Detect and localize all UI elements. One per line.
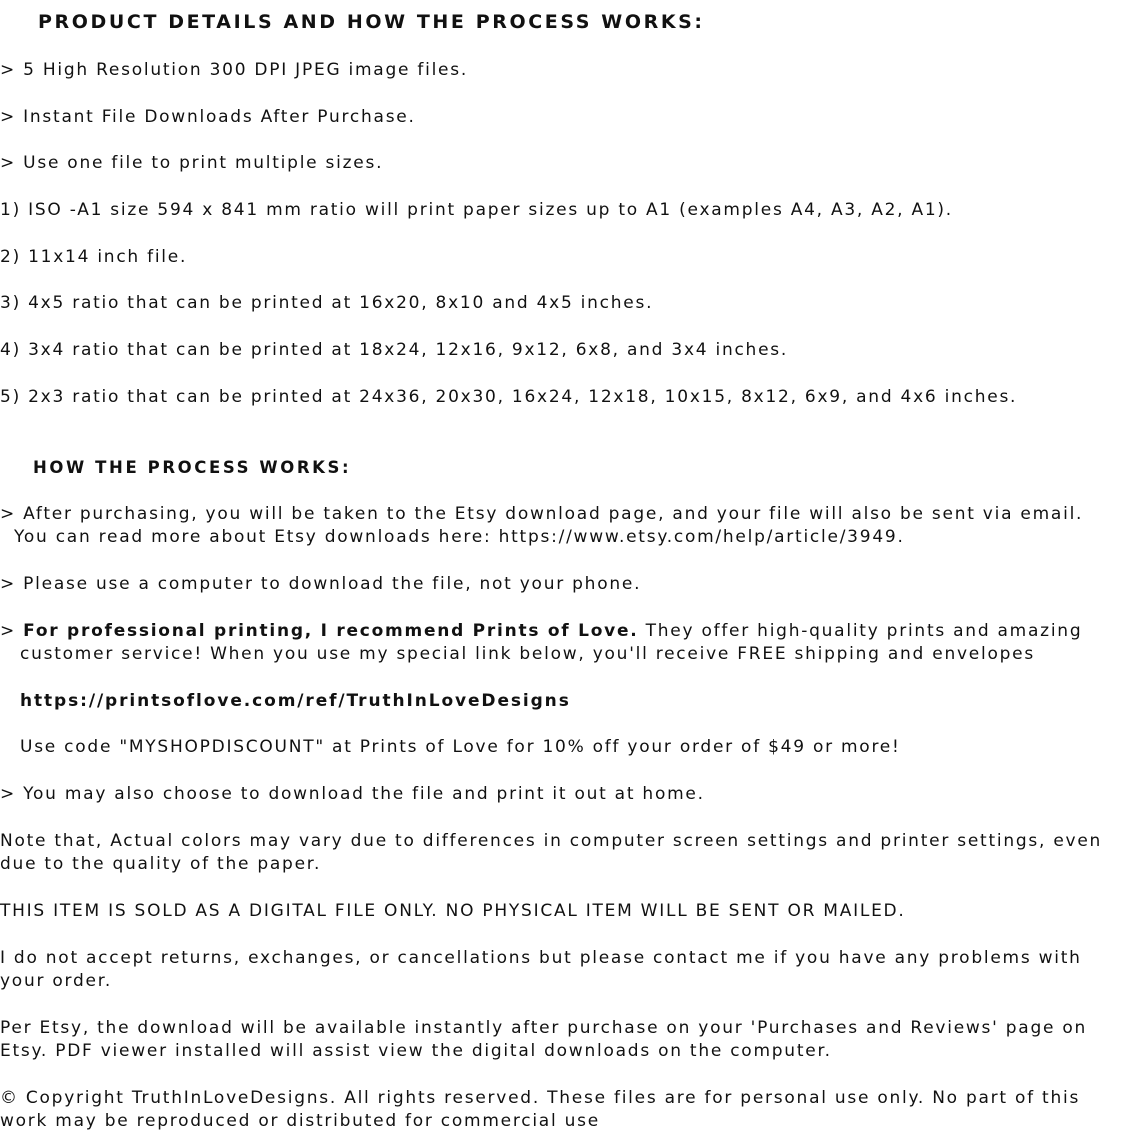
size-item-4: 4) 3x4 ratio that can be printed at 18x24, 12x16, 9x12, 6x8, and 3x4 inches. — [0, 340, 789, 360]
printing-recommendation-rest: They offer high-quality prints and amazing — [645, 621, 1083, 641]
bullet-one-file: > Use one file to print multiple sizes. — [0, 153, 384, 173]
printing-prefix: > — [0, 621, 16, 641]
digital-only-notice: THIS ITEM IS SOLD AS A DIGITAL FILE ONLY. NO PHYSICAL ITEM WILL BE SENT OR MAILED. — [0, 901, 906, 921]
copyright-line-1: © Copyright TruthInLoveDesigns. All rights reserved. These files are for personal use only. No part of this — [0, 1088, 1081, 1108]
returns-policy-line-1: I do not accept returns, exchanges, or cancellations but please contact me if you have any problems with — [0, 948, 1082, 968]
after-purchase-line-2: You can read more about Etsy downloads here: https://www.etsy.com/help/article/3949. — [14, 527, 905, 547]
after-purchase-line-1: > After purchasing, you will be taken to the Etsy download page, and your file will also be sent via email. — [0, 504, 1084, 524]
section-title-process: HOW THE PROCESS WORKS: — [33, 458, 352, 477]
size-item-2: 2) 11x14 inch file. — [0, 247, 188, 267]
printing-recommendation-bold: For professional printing, I recommend Prints of Love. — [23, 621, 639, 641]
use-computer-note: > Please use a computer to download the file, not your phone. — [0, 574, 642, 594]
etsy-download-line-1: Per Etsy, the download will be available instantly after purchase on your 'Purchases and Reviews' page on — [0, 1018, 1088, 1038]
size-item-1: 1) ISO -A1 size 594 x 841 mm ratio will print paper sizes up to A1 (examples A4, A3, A2, A1). — [0, 200, 953, 220]
printing-recommendation-line-2: customer service! When you use my special link below, you'll receive FREE shipping and envelopes — [20, 644, 1035, 664]
print-at-home-note: > You may also choose to download the file and print it out at home. — [0, 784, 705, 804]
size-item-3: 3) 4x5 ratio that can be printed at 16x20, 8x10 and 4x5 inches. — [0, 293, 654, 313]
bullet-high-resolution: > 5 High Resolution 300 DPI JPEG image files. — [0, 60, 469, 80]
copyright-line-2: work may be reproduced or distributed for commercial use — [0, 1111, 600, 1131]
color-disclaimer-line-1: Note that, Actual colors may vary due to differences in computer screen settings and printer settings, even — [0, 831, 1103, 851]
color-disclaimer-line-2: due to the quality of the paper. — [0, 854, 322, 874]
section-title-product-details: PRODUCT DETAILS AND HOW THE PROCESS WORKS: — [38, 11, 705, 33]
discount-code-note: Use code "MYSHOPDISCOUNT" at Prints of Love for 10% off your order of $49 or more! — [20, 737, 901, 757]
prints-of-love-link[interactable]: https://printsoflove.com/ref/TruthInLoveDesigns — [20, 691, 571, 711]
bullet-instant-download: > Instant File Downloads After Purchase. — [0, 107, 416, 127]
returns-policy-line-2: your order. — [0, 971, 113, 991]
size-item-5: 5) 2x3 ratio that can be printed at 24x36, 20x30, 16x24, 12x18, 10x15, 8x12, 6x9, and 4x6 inches. — [0, 387, 1018, 407]
printing-recommendation-line-1 — [0, 620, 1082, 642]
etsy-download-line-2: Etsy. PDF viewer installed will assist view the digital downloads on the computer. — [0, 1041, 832, 1061]
